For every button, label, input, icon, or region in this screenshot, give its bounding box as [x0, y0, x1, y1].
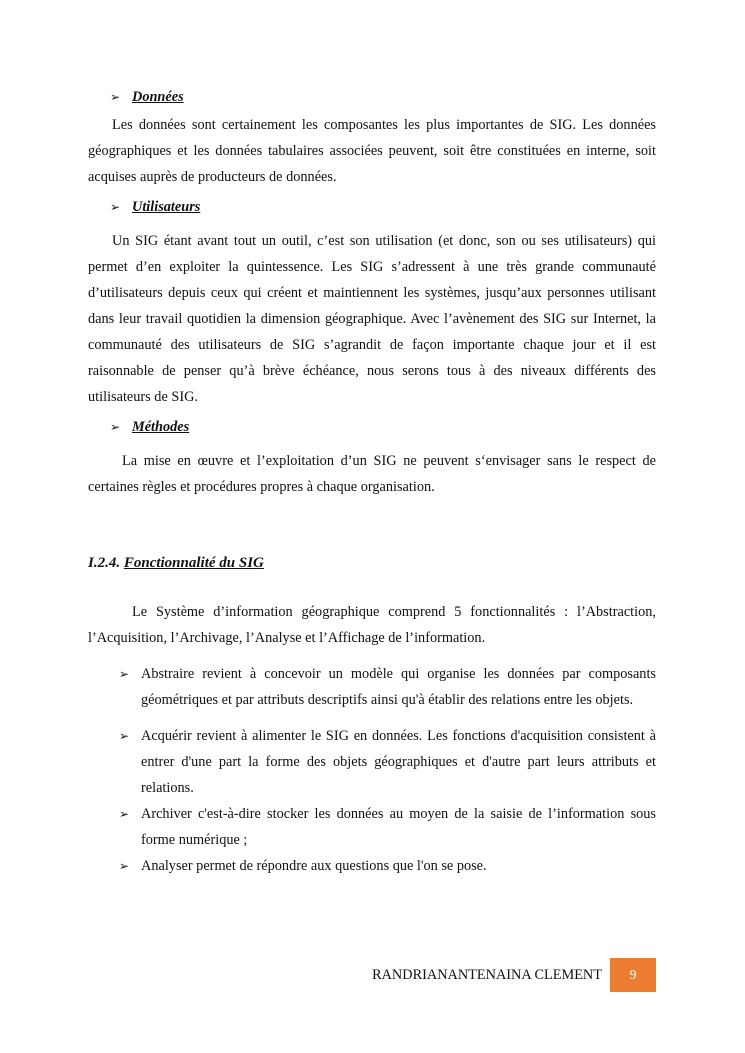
page-content	[88, 86, 656, 879]
paragraph-methodes: La mise en œuvre et l’exploitation d’un SIG ne peuvent s‘envisager sans le respect de certaines règles et procédures propres à chaque organisation.	[88, 453, 656, 495]
bullet-text: Acquérir revient à alimenter le SIG en données. Les fonctions d'acquisition consistent à entrer d'une part la forme des objets géographiques et d'autre part leurs attributs et relations.	[141, 728, 656, 796]
subheading-title: Données	[132, 89, 184, 105]
arrow-bullet-icon: ➢	[110, 420, 121, 434]
arrow-bullet-icon: ➢	[110, 90, 121, 104]
arrow-bullet-icon: ➢	[119, 807, 130, 821]
subheading-donnees	[88, 86, 656, 108]
section-title: Fonctionnalité du SIG	[123, 555, 264, 571]
section-number: I.2.4.	[88, 555, 121, 571]
intro-paragraph: Le Système d’information géographique comprend 5 fonctionnalités : l’Abstraction, l’Acquisition, l’Archivage, l’Analyse et l’Affichage de l’information.	[88, 604, 656, 646]
bullet-item-archiver	[119, 801, 656, 853]
bullet-text: Abstraire revient à concevoir un modèle qui organise les données par composants géométriques et par attributs descriptifs ainsi qu'à établir des relations entre les objets.	[141, 666, 656, 708]
paragraph-donnees: Les données sont certainement les composantes les plus importantes de SIG. Les données géographiques et les données tabulaires associées peuvent, soit être constituées en interne, soit acquises auprès de producteurs de données.	[88, 117, 656, 185]
subheading-utilisateurs	[88, 196, 656, 218]
bullet-item-analyser	[119, 853, 656, 879]
footer-author: RANDRIANANTENAINA CLEMENT	[372, 967, 602, 983]
arrow-bullet-icon: ➢	[119, 667, 130, 681]
bullet-item-abstraire	[119, 661, 656, 713]
bullet-item-acquerir	[119, 723, 656, 801]
paragraph-utilisateurs: Un SIG étant avant tout un outil, c’est son utilisation (et donc, son ou ses utilisateurs) qui permet d’en exploiter la quintessence. Les SIG s’adressent à une très grande communauté d’utilisateurs depuis ceux qui créent et maintiennent les systèmes, jusqu’aux personnes utilisant dans leur travail quotidien la dimension géographique. Avec l’avènement des SIG sur Internet, la communauté des utilisateurs de SIG s’agrandit de façon importante chaque jour et il est raisonnable de penser qu’à brève échéance, nous serons tous à des niveaux différents des utilisateurs de SIG.	[88, 233, 656, 405]
subheading-methodes	[88, 416, 656, 438]
arrow-bullet-icon: ➢	[119, 729, 130, 743]
section-heading	[88, 551, 656, 575]
arrow-bullet-icon: ➢	[110, 200, 121, 214]
subheading-title: Utilisateurs	[132, 199, 201, 215]
bullet-text: Archiver c'est-à-dire stocker les données au moyen de la saisie de l’information sous forme numérique ;	[141, 806, 656, 848]
page-footer	[0, 958, 745, 992]
subheading-title: Méthodes	[132, 419, 190, 435]
arrow-bullet-icon: ➢	[119, 859, 130, 873]
bullet-text: Analyser permet de répondre aux questions que l'on se pose.	[141, 858, 487, 874]
page-number-badge: 9	[610, 958, 656, 992]
